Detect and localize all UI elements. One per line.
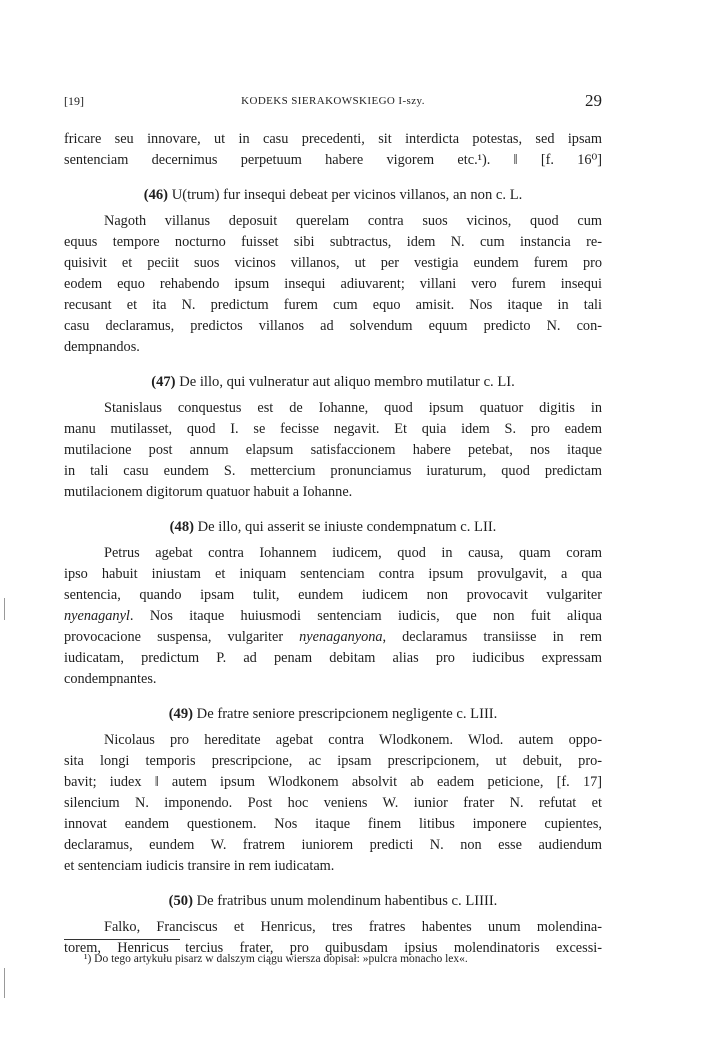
text-line: et sentenciam iudicis transire in rem iudicatam. [64, 858, 335, 874]
article-title: U(trum) fur insequi debeat per vicinos villanos, an non c. L. [168, 187, 523, 203]
text-line: provocacione suspensa, vulgariter nyenaganyona, declaramus transiisse in rem [64, 629, 602, 645]
text-line: recusant et ita N. predictum furem cum equo amisit. Nos itaque in tali [64, 297, 602, 313]
text-line: Nagoth villanus deposuit querelam contra suos vicinos, quod cum [104, 213, 602, 229]
scan-edge-mark [4, 598, 5, 620]
text-line: dempnandos. [64, 339, 140, 355]
article-number: (47) [151, 374, 176, 390]
article-number: (50) [168, 893, 193, 909]
text-line: declaramus, eundem W. fratrem iuniorem predicti N. non esse audiendum [64, 837, 602, 853]
text-line: casu declaramus, predictos villanos ad solvendum equum predicto N. con- [64, 318, 602, 334]
article-title: De illo, qui vulneratur aut aliquo membro mutilatur c. LI. [175, 374, 515, 390]
text-line: bavit; iudex ‖ autem ipsum Wlodkonem absolvit ab eadem peticione, [f. 17] [64, 774, 602, 790]
text-line: innovat eandem questionem. Nos itaque finem litibus imponere cupientes, [64, 816, 602, 832]
article-heading [64, 372, 602, 393]
text-line: silencium N. imponendo. Post hoc veniens W. iunior frater N. refutat et [64, 795, 602, 811]
text-line: ipso habuit iniustam et iniquam sentenciam contra ipsum provulgavit, a qua [64, 566, 602, 582]
text-line: equus tempore nocturno fuisset sibi subtractus, idem N. cum instancia re- [64, 234, 602, 250]
text-line: sentencia, quando ipsam tulit, eundem iudicem non provocavit vulgariter [64, 587, 602, 603]
article-number: (49) [168, 706, 194, 722]
text-line: mutilacione post annum elapsum satisfaccionem habere petebat, nos itaque [64, 442, 602, 458]
text-line: quisivit et peciit suos vicinos villanos, ut per vestigia eundem furem pro [64, 255, 602, 271]
scan-edge-mark [4, 968, 5, 998]
text-line: torem, Henricus tercius frater, pro quibusdam ipsius molendinatoris excessi- [64, 940, 602, 956]
running-header [64, 88, 602, 112]
text-line: condempnantes. [64, 671, 157, 687]
text-line: mutilacionem digitorum quatuor habuit a Iohanne. [64, 484, 353, 500]
article-heading [64, 517, 602, 538]
body-text [64, 129, 602, 959]
text-line: iudicatam, predictum P. ad penam debitam alias pro iudicibus expressam [64, 650, 602, 666]
text-line: manu mutilasset, quod I. se fecisse negavit. Et quia idem S. pro eadem [64, 421, 602, 437]
article-title: De fratre seniore prescripcionem negligente c. LIII. [193, 706, 498, 722]
text-line: in tali casu eundem S. mettercium pronunciamus iuraturum, quod predictam [64, 463, 602, 479]
text-line: Nicolaus pro hereditate agebat contra Wlodkonem. Wlod. autem oppo- [104, 732, 602, 748]
text-line: Petrus agebat contra Iohannem iudicem, quod in causa, quam coram [104, 545, 602, 561]
page-number: 29 [585, 91, 602, 110]
section-reference: [19] [64, 94, 84, 108]
article-title: De fratribus unum molendinum habentibus c. LIIII. [192, 893, 498, 909]
text-line: Stanislaus conquestus est de Iohanne, quod ipsum quatuor digitis in [104, 400, 602, 416]
article-heading [64, 704, 602, 725]
text-line: nyenaganyl. Nos itaque huiusmodi sentenciam iudicis, que non fuit aliqua [64, 608, 602, 624]
article-heading [64, 891, 602, 912]
text-line: fricare seu innovare, ut in casu precedenti, sit interdicta potestas, sed ipsam [64, 131, 602, 147]
article-number: (46) [143, 187, 169, 203]
text-line: Falko, Franciscus et Henricus, tres fratres habentes unum molendina- [104, 919, 602, 935]
text-line: sita longi temporis prescripcione, ac ipsam prescripcionem, ut debuit, pro- [64, 753, 602, 769]
article-title: De illo, qui asserit se iniuste condempnatum c. LII. [193, 519, 497, 535]
text-line: sentenciam decernimus perpetuum habere vigorem etc.¹). ‖ [f. 16⁰] [64, 152, 602, 168]
footnote-rule [64, 939, 180, 940]
text-line: eodem equo rehabendo ipsum insequi adiuvarent; villani vero furem insequi [64, 276, 602, 292]
article-heading [64, 185, 602, 206]
article-number: (48) [169, 519, 194, 535]
footnote: ¹) Do tego artykułu pisarz w dalszym ciągu wiersza dopisał: »pulcra monacho lex«. [84, 953, 468, 965]
running-title: KODEKS SIERAKOWSKIEGO I-szy. [241, 95, 425, 107]
